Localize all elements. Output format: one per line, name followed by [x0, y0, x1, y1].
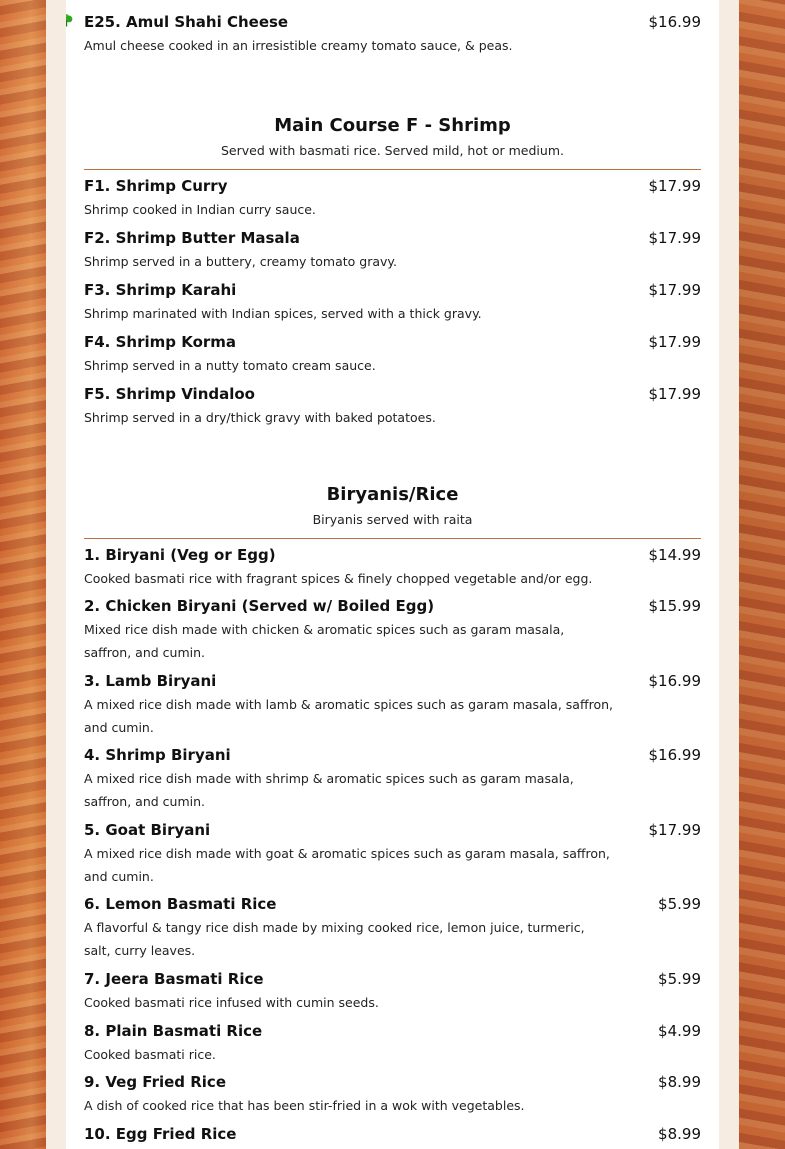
item-price: $17.99 [648, 385, 701, 403]
menu-item [84, 1021, 701, 1072]
item-price: $17.99 [648, 281, 701, 299]
menu-content [66, 0, 719, 1149]
item-name: F3. Shrimp Karahi [84, 281, 237, 299]
item-price: $17.99 [648, 229, 701, 247]
item-name: 3. Lamb Biryani [84, 672, 217, 690]
menu-item [84, 969, 701, 1021]
item-name: E25. Amul Shahi Cheese [84, 13, 289, 31]
item-name: F4. Shrimp Korma [84, 333, 237, 351]
menu-item [84, 1124, 701, 1149]
menu-item [84, 176, 701, 228]
menu-item [84, 545, 701, 596]
item-price: $16.99 [648, 746, 701, 764]
item-description: A dish of cooked rice that has been stir-fried in a wok with vegetables. [84, 1098, 525, 1113]
item-description: Mixed rice dish made with chicken & aromatic spices such as garam masala, saffron, and cumin. [84, 622, 565, 660]
item-name: 5. Goat Biryani [84, 821, 211, 839]
item-price: $17.99 [648, 821, 701, 839]
item-description: Shrimp served in a nutty tomato cream sauce. [84, 358, 376, 373]
section-subtitle-biryani: Biryanis served with raita [312, 512, 473, 527]
menu-item [84, 12, 701, 57]
item-description: A mixed rice dish made with goat & aromatic spices such as garam masala, saffron, and cumin. [84, 846, 610, 884]
item-name: 7. Jeera Basmati Rice [84, 970, 264, 988]
menu-item [84, 280, 701, 332]
menu-item [84, 596, 701, 671]
menu-item [84, 820, 701, 894]
item-price: $14.99 [648, 546, 701, 564]
item-name: 1. Biryani (Veg or Egg) [84, 546, 276, 564]
item-description: A mixed rice dish made with lamb & aromatic spices such as garam masala, saffron, and cumin. [84, 697, 613, 735]
background-texture-right [739, 0, 785, 1149]
menu-item [84, 332, 701, 384]
spacer [84, 436, 701, 483]
menu-item [84, 1072, 701, 1124]
item-price: $17.99 [648, 333, 701, 351]
item-price: $4.99 [658, 1022, 701, 1040]
section-title-biryani: Biryanis/Rice [326, 484, 459, 505]
menu-list [84, 0, 701, 1149]
item-description: Amul cheese cooked in an irresistible creamy tomato sauce, & peas. [84, 38, 513, 53]
item-name: 2. Chicken Biryani (Served w/ Boiled Egg) [84, 597, 435, 615]
menu-item [84, 671, 701, 745]
menu-item [84, 745, 701, 820]
spacer [84, 0, 701, 12]
item-description: Shrimp served in a dry/thick gravy with baked potatoes. [84, 410, 436, 425]
menu-item [84, 894, 701, 969]
item-name: F5. Shrimp Vindaloo [84, 385, 255, 403]
item-description: Shrimp marinated with Indian spices, served with a thick gravy. [84, 306, 482, 321]
background-texture-left [0, 0, 46, 1149]
item-name: 6. Lemon Basmati Rice [84, 895, 277, 913]
item-name: F2. Shrimp Butter Masala [84, 229, 300, 247]
item-description: Cooked basmati rice. [84, 1047, 216, 1062]
item-price: $5.99 [658, 895, 701, 913]
item-price: $16.99 [648, 672, 701, 690]
item-price: $17.99 [648, 177, 701, 195]
item-description: Cooked basmati rice infused with cumin seeds. [84, 995, 379, 1010]
menu-item [84, 228, 701, 280]
item-description: Shrimp cooked in Indian curry sauce. [84, 202, 316, 217]
item-name: 9. Veg Fried Rice [84, 1073, 226, 1091]
section-title-shrimp: Main Course F - Shrimp [274, 115, 511, 136]
item-description: A mixed rice dish made with shrimp & aromatic spices such as garam masala, saffron, and cumin. [84, 771, 574, 809]
item-name: 4. Shrimp Biryani [84, 746, 231, 764]
section-subtitle-shrimp: Served with basmati rice. Served mild, hot or medium. [221, 143, 564, 158]
item-price: $8.99 [658, 1125, 701, 1143]
broccoli-icon [66, 14, 73, 28]
item-description: Cooked basmati rice with fragrant spices & finely chopped vegetable and/or egg. [84, 571, 593, 586]
item-name: F1. Shrimp Curry [84, 177, 228, 195]
item-name: 10. Egg Fried Rice [84, 1125, 237, 1143]
item-price: $15.99 [648, 597, 701, 615]
spacer [84, 57, 701, 114]
item-name: 8. Plain Basmati Rice [84, 1022, 263, 1040]
item-description: Shrimp served in a buttery, creamy tomato gravy. [84, 254, 397, 269]
item-price: $8.99 [658, 1073, 701, 1091]
menu-item [84, 384, 701, 436]
item-price: $16.99 [648, 13, 701, 31]
item-description: A flavorful & tangy rice dish made by mixing cooked rice, lemon juice, turmeric, salt, curry leaves. [84, 920, 585, 958]
item-price: $5.99 [658, 970, 701, 988]
